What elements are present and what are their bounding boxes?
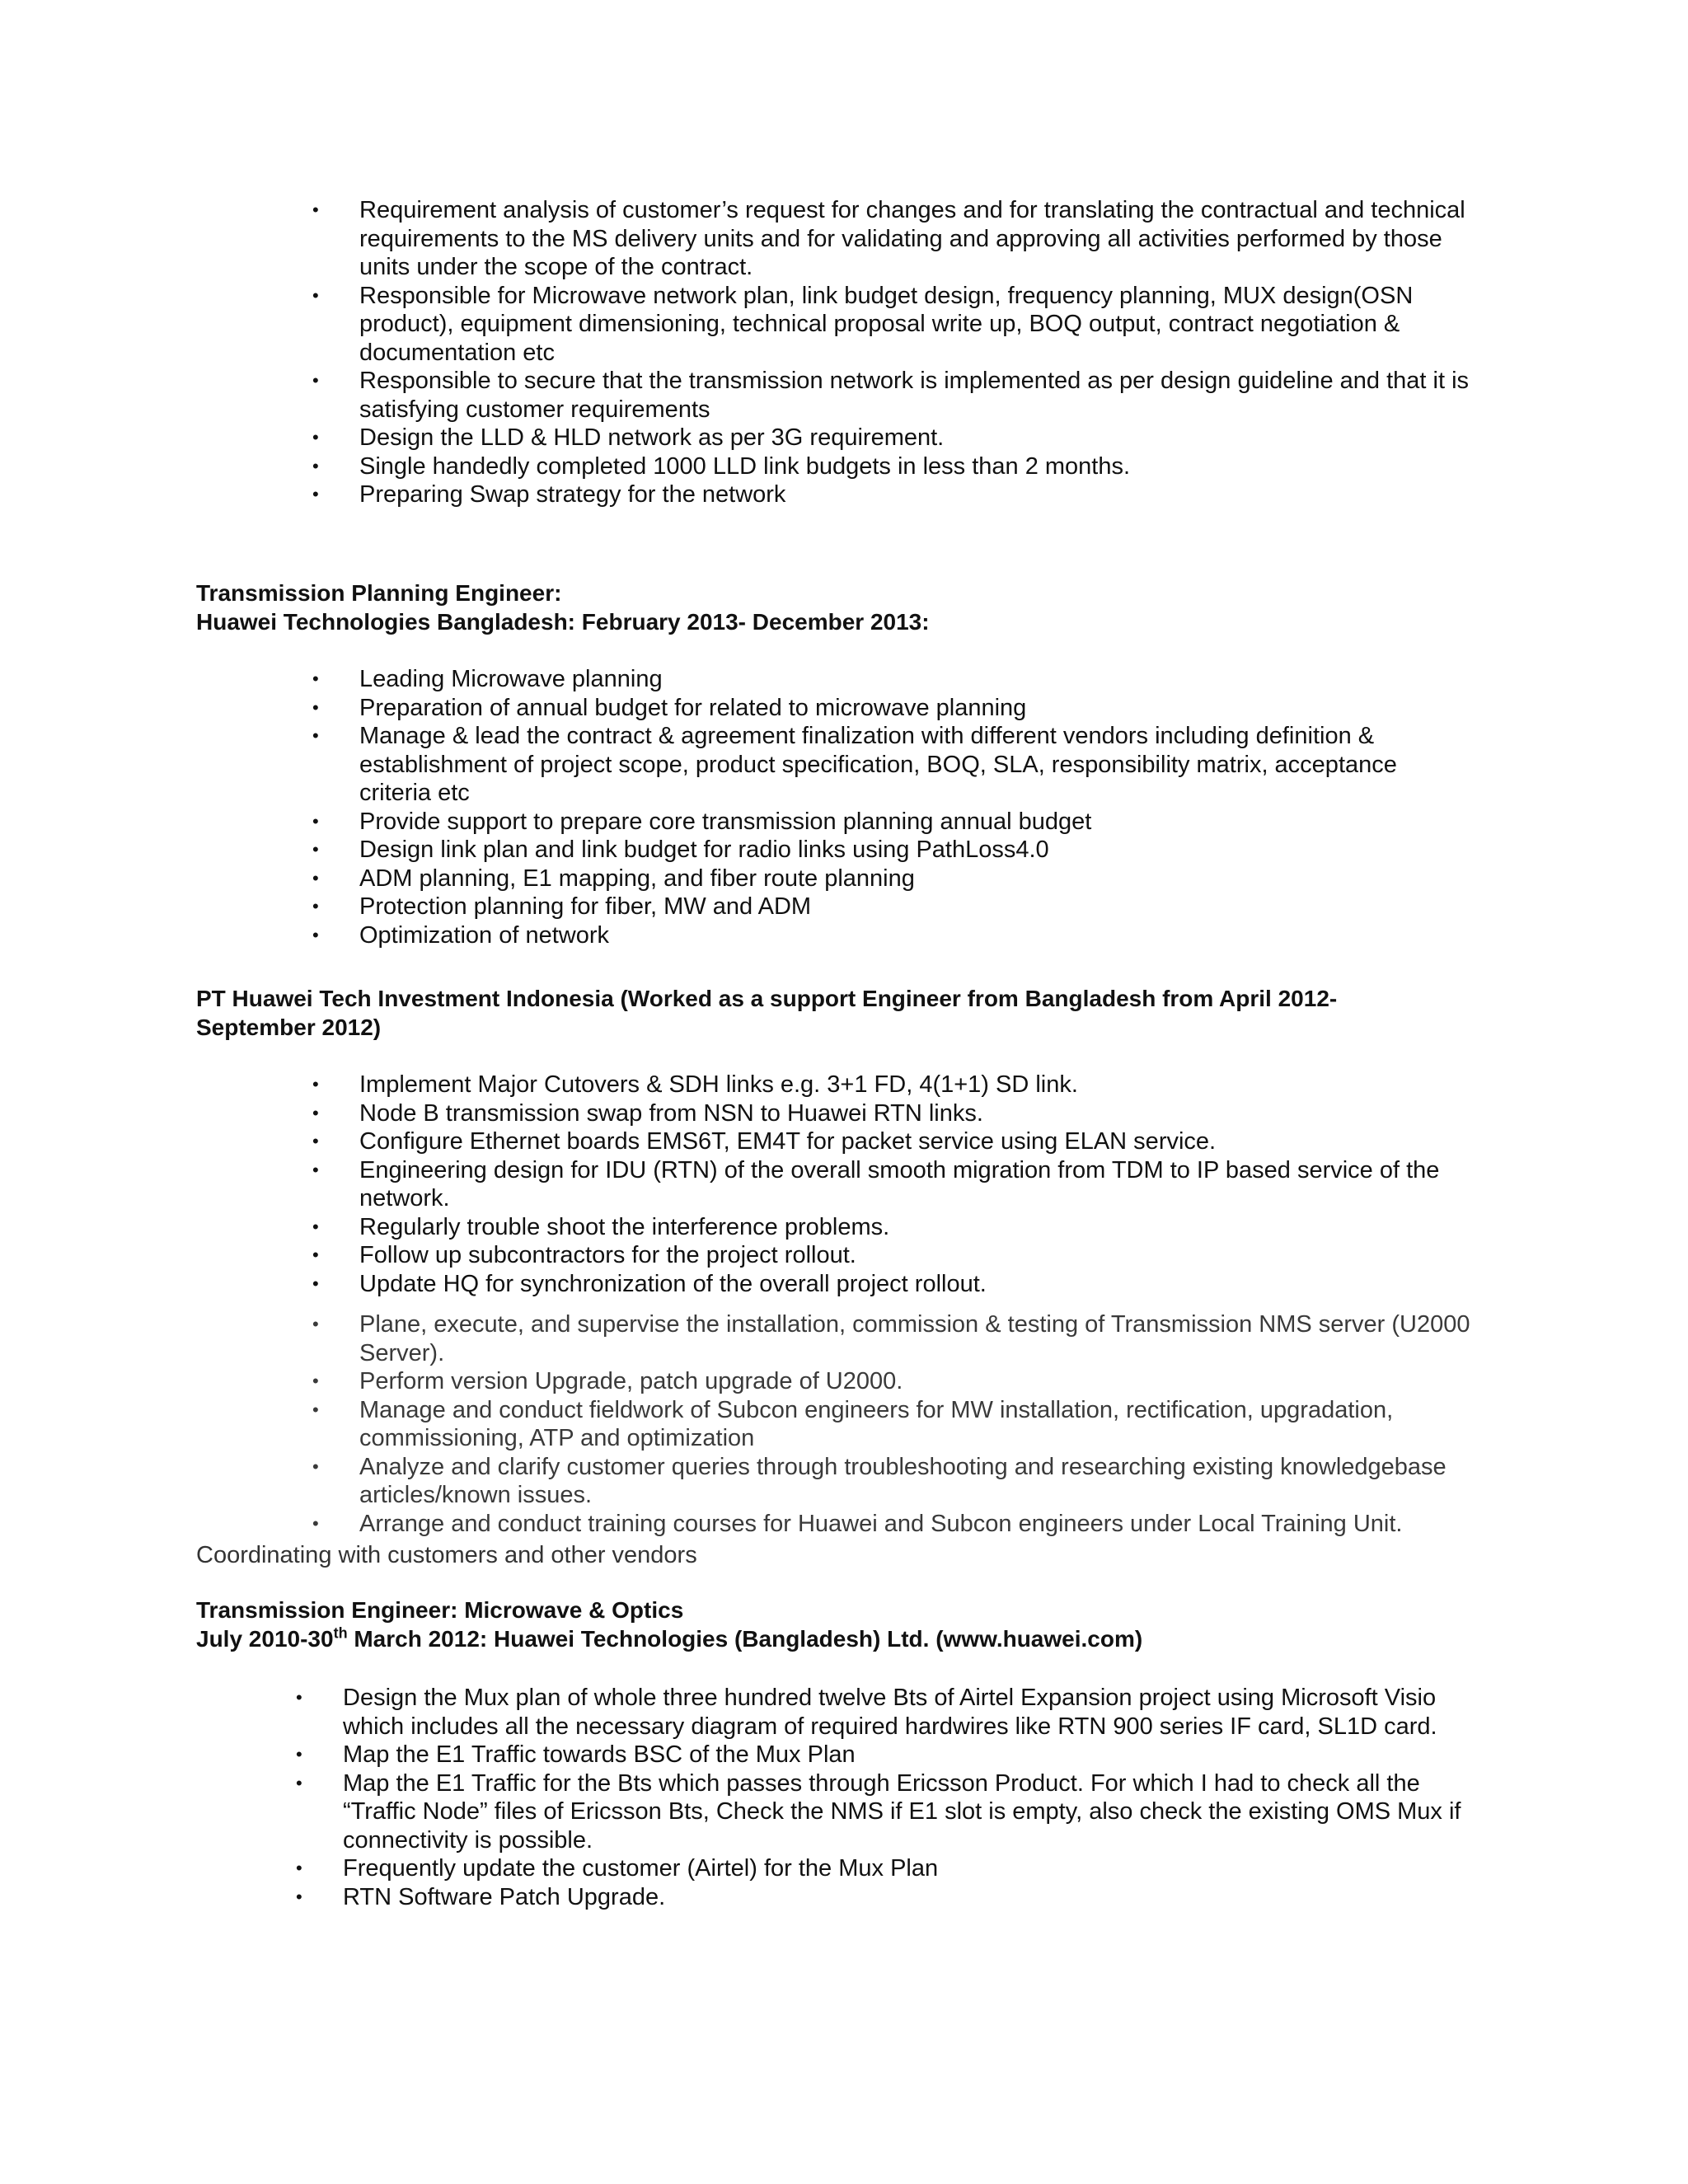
bullet-icon: • — [312, 1455, 319, 1477]
bullet-icon: • — [312, 284, 319, 306]
list-item: • Node B transmission swap from NSN to Huawei RTN links. — [312, 1099, 983, 1127]
bullet-icon: • — [312, 1159, 319, 1180]
list-item: • Preparation of annual budget for related to microwave planning — [312, 694, 1027, 721]
employer-dates-transmission: July 2010-30th March 2012: Huawei Technologies (Bangladesh) Ltd. (www.huawei.com) — [196, 1624, 1143, 1652]
bullet-icon: • — [312, 1244, 319, 1265]
list-item: • Update HQ for synchronization of the overall project rollout. — [312, 1270, 987, 1297]
bullet-icon: • — [312, 896, 319, 916]
bullet-icon: • — [312, 867, 319, 888]
employer-dates-planning: Huawei Technologies Bangladesh: February 2013- December 2013: — [196, 609, 930, 635]
bullet-icon: • — [312, 810, 319, 832]
bullet-icon: • — [312, 668, 319, 689]
bullet-icon: • — [312, 199, 319, 220]
list-item: • Optimization of network — [312, 921, 610, 949]
list-item: • ADM planning, E1 mapping, and fiber route planning — [312, 865, 915, 892]
job-title-transmission: Transmission Engineer: Microwave & Optics — [196, 1597, 684, 1623]
list-item: • Protection planning for fiber, MW and ADM — [312, 893, 812, 920]
bullet-icon: • — [312, 1399, 319, 1420]
list-item: • Follow up subcontractors for the project rollout. — [312, 1242, 856, 1268]
list-item: • Map the E1 Traffic towards BSC of the Mux Plan — [296, 1741, 856, 1768]
bullet-icon: • — [312, 924, 319, 945]
list-item: • Leading Microwave planning — [312, 666, 663, 692]
bullet-icon: • — [296, 1772, 302, 1793]
bullet-icon: • — [312, 725, 319, 746]
list-item: • Regularly trouble shoot the interference problems. — [312, 1213, 890, 1240]
section4-bullet-list — [296, 1684, 1480, 1911]
bullet-icon: • — [312, 427, 319, 448]
list-item: • Frequently update the customer (Airtel) for the Mux Plan — [296, 1855, 939, 1882]
list-item: • Map the E1 Traffic for the Bts which passes through Ericsson Product. For which I had to check all the “Traffic Node” files of Ericsson Bts, Check the NMS if E1 slot is empty, also check the existing OMS Mux if connectivity is possible. — [296, 1769, 1461, 1854]
list-item: • Requirement analysis of customer’s request for changes and for translating the contractual and technical requirements to the MS delivery units and for validating and approving all activities performed by those units under the scope of the contract. — [312, 197, 1465, 280]
coordinating-note: Coordinating with customers and other vendors — [196, 1542, 697, 1568]
list-item: • Design link plan and link budget for radio links using PathLoss4.0 — [312, 837, 1049, 863]
bullet-icon: • — [296, 1687, 302, 1708]
bullet-icon: • — [296, 1744, 302, 1765]
bullet-icon: • — [312, 839, 319, 860]
bullet-icon: • — [312, 1314, 319, 1334]
list-item: • Implement Major Cutovers & SDH links e.g. 3+1 FD, 4(1+1) SD link. — [312, 1071, 1078, 1098]
bullet-icon: • — [312, 1216, 319, 1237]
bullet-icon: • — [296, 1858, 302, 1878]
list-item: • Analyze and clarify customer queries through troubleshooting and researching existing knowledgebase articles/known issues. — [312, 1453, 1447, 1508]
list-item: • Responsible to secure that the transmission network is implemented as per design guideline and that it is satisfying customer requirements — [312, 368, 1470, 423]
list-item: • Manage and conduct fieldwork of Subcon engineers for MW installation, rectification, upgradation, commissioning, ATP and optimization — [312, 1396, 1394, 1451]
bullet-icon: • — [312, 1102, 319, 1123]
list-item: • Preparing Swap strategy for the network — [312, 481, 786, 508]
list-item: • Responsible for Microwave network plan, link budget design, frequency planning, MUX design(OSN product), equipment dimensioning, technical proposal write up, BOQ output, contract negotiation & documentation etc — [312, 282, 1414, 366]
section1-bullet-list — [312, 196, 1472, 509]
section2-bullet-list — [312, 665, 1472, 949]
bullet-icon: • — [312, 1131, 319, 1151]
section3-bullet-list — [312, 1071, 1472, 1298]
bullet-icon: • — [312, 1272, 319, 1294]
bullet-icon: • — [312, 1371, 319, 1391]
list-item: • Design the Mux plan of whole three hundred twelve Bts of Airtel Expansion project using Microsoft Visio which includes all the necessary diagram of required hardwires like RTN 900 series IF card, SL1D card. — [296, 1685, 1437, 1740]
list-item: • Engineering design for IDU (RTN) of the overall smooth migration from TDM to IP based service of the network. — [312, 1156, 1440, 1212]
bullet-icon: • — [312, 484, 319, 504]
section3-gray-bullet-list — [312, 1310, 1472, 1538]
bullet-icon: • — [296, 1886, 302, 1907]
list-item: • Plane, execute, and supervise the installation, commission & testing of Transmission NMS server (U2000 Server). — [312, 1311, 1470, 1366]
list-item: • Manage & lead the contract & agreement finalization with different vendors including definition & establishment of project scope, product specification, BOQ, SLA, responsibility matrix, acceptance criteria etc — [312, 723, 1397, 806]
bullet-icon: • — [312, 1512, 319, 1534]
list-item: • Perform version Upgrade, patch upgrade of U2000. — [312, 1368, 903, 1394]
list-item: • Provide support to prepare core transmission planning annual budget — [312, 808, 1092, 835]
bullet-icon: • — [312, 696, 319, 718]
employer-indonesia-heading: PT Huawei Tech Investment Indonesia (Worked as a support Engineer from Bangladesh from April 2012- — [196, 986, 1338, 1011]
bullet-icon: • — [312, 455, 319, 476]
employer-indonesia-heading-cont: September 2012) — [196, 1015, 382, 1040]
list-item: • Arrange and conduct training courses for Huawei and Subcon engineers under Local Training Unit. — [312, 1510, 1403, 1537]
list-item: • Configure Ethernet boards EMS6T, EM4T for packet service using ELAN service. — [312, 1128, 1217, 1155]
list-item: • RTN Software Patch Upgrade. — [296, 1883, 666, 1910]
job-title-planning: Transmission Planning Engineer: — [196, 580, 562, 606]
bullet-icon: • — [312, 370, 319, 391]
list-item: • Single handedly completed 1000 LLD link budgets in less than 2 months. — [312, 452, 1131, 480]
list-item: • Design the LLD & HLD network as per 3G requirement. — [312, 424, 945, 451]
bullet-icon: • — [312, 1074, 319, 1094]
